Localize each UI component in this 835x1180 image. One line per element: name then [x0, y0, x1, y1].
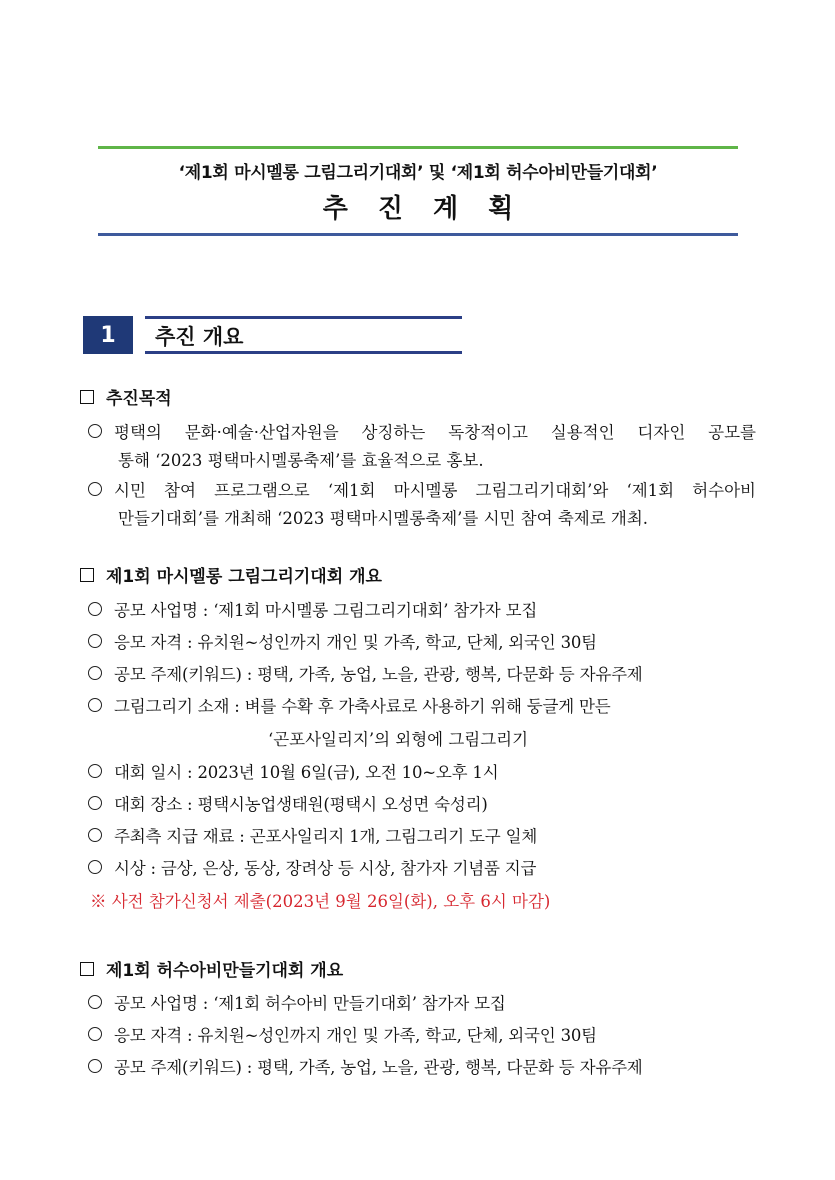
list-item: 응모 자격 : 유치원~성인까지 개인 및 가족, 학교, 단체, 외국인 30팀 — [88, 1022, 597, 1046]
circle-bullet-icon — [88, 602, 102, 616]
list-item: 대회 장소 : 평택시농업생태원(평택시 오성면 숙성리) — [88, 791, 488, 815]
list-item: 대회 일시 : 2023년 10월 6일(금), 오전 10~오후 1시 — [88, 759, 498, 783]
circle-bullet-icon — [88, 1027, 102, 1041]
circle-bullet-icon — [88, 995, 102, 1009]
section-number-box: 1 — [83, 316, 133, 354]
contest2-heading: 제1회 허수아비만들기대회 개요 — [80, 956, 343, 981]
purpose-item-cont: 통해 ‘2023 평택마시멜롱축제’를 효율적으로 홍보. — [118, 451, 484, 470]
circle-bullet-icon — [88, 698, 102, 712]
list-item: 그림그리기 소재 : 벼를 수확 후 가축사료로 사용하기 위해 둥글게 만든 — [88, 693, 611, 717]
checkbox-square-icon — [80, 962, 94, 976]
purpose-item: 시민 참여 프로그램으로 ‘제1회 마시멜롱 그림그리기대회’와 ‘제1회 허수아비 — [88, 477, 756, 501]
list-item: 공모 주제(키워드) : 평택, 가족, 농업, 노을, 관광, 행복, 다문화 등 자유주제 — [88, 1054, 643, 1078]
document-title: ‘제1회 마시멜롱 그림그리기대회’ 및 ‘제1회 허수아비만들기대회’ — [178, 163, 658, 183]
purpose-item: 평택의 문화·예술·산업자원을 상징하는 독창적이고 실용적인 디자인 공모를 — [88, 419, 756, 443]
section-top-rule — [145, 316, 462, 319]
circle-bullet-icon — [88, 764, 102, 778]
list-item: 시상 : 금상, 은상, 동상, 장려상 등 시상, 참가자 기념품 지급 — [88, 855, 536, 879]
section-bottom-rule — [145, 351, 462, 354]
registration-note: ※ 사전 참가신청서 제출(2023년 9월 26일(화), 오후 6시 마감) — [90, 892, 551, 911]
circle-bullet-icon — [88, 424, 102, 438]
list-item: 주최측 지급 재료 : 곤포사일리지 1개, 그림그리기 도구 일체 — [88, 823, 537, 847]
purpose-heading: 추진목적 — [80, 384, 172, 409]
circle-bullet-icon — [88, 482, 102, 496]
list-item: 공모 사업명 : ‘제1회 마시멜롱 그림그리기대회’ 참가자 모집 — [88, 597, 537, 621]
checkbox-square-icon — [80, 568, 94, 582]
contest1-heading: 제1회 마시멜롱 그림그리기대회 개요 — [80, 562, 382, 587]
circle-bullet-icon — [88, 860, 102, 874]
top-green-rule — [98, 146, 738, 149]
circle-bullet-icon — [88, 828, 102, 842]
list-item: 공모 주제(키워드) : 평택, 가족, 농업, 노을, 관광, 행복, 다문화 등 자유주제 — [88, 661, 643, 685]
list-item: 응모 자격 : 유치원~성인까지 개인 및 가족, 학교, 단체, 외국인 30팀 — [88, 629, 597, 653]
circle-bullet-icon — [88, 666, 102, 680]
list-item-cont: ‘곤포사일리지’의 외형에 그림그리기 — [268, 730, 529, 749]
checkbox-square-icon — [80, 390, 94, 404]
list-item: 공모 사업명 : ‘제1회 허수아비 만들기대회’ 참가자 모집 — [88, 990, 506, 1014]
document-subtitle: 추진계획 — [322, 194, 544, 224]
bottom-blue-rule — [98, 233, 738, 236]
circle-bullet-icon — [88, 634, 102, 648]
circle-bullet-icon — [88, 796, 102, 810]
circle-bullet-icon — [88, 1059, 102, 1073]
section-title: 추진 개요 — [155, 325, 244, 349]
purpose-item-cont: 만들기대회’를 개최해 ‘2023 평택마시멜롱축제’를 시민 참여 축제로 개최. — [118, 509, 649, 528]
